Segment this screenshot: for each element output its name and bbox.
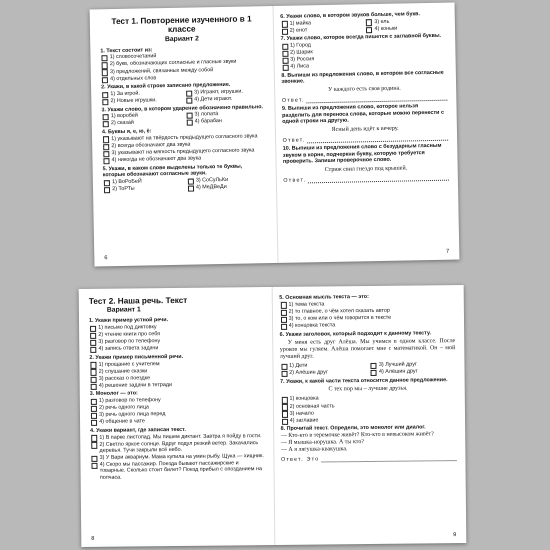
question-10: 10. Выпиши из предложения слово с безударным гласным звуком в корне, подчеркни букву, которую требуется проверить. Запиши проверочное слово. bbox=[282, 142, 442, 166]
page-7 bbox=[272, 3, 459, 263]
answer-option[interactable]: 3) Россия bbox=[282, 54, 447, 64]
answer-option[interactable]: 4) концовка текста bbox=[281, 321, 456, 330]
checkbox[interactable] bbox=[282, 58, 288, 64]
answer-option[interactable]: 1) письмо под диктовку bbox=[90, 323, 263, 332]
checkbox[interactable] bbox=[91, 369, 97, 375]
checkbox[interactable] bbox=[186, 120, 192, 126]
answer-option[interactable]: 1) За игрой. bbox=[102, 90, 181, 99]
answer-option[interactable]: 4) общение в чате bbox=[91, 417, 264, 426]
answer-option[interactable]: 4) Лиса bbox=[282, 61, 447, 71]
answer-option[interactable]: 1) Город bbox=[282, 40, 447, 50]
checkbox[interactable] bbox=[280, 316, 286, 322]
answer-option[interactable]: 4) отдельных слов bbox=[102, 73, 265, 83]
variant-label: Вариант 1 bbox=[106, 306, 141, 315]
test-title: Тест 1. Повторение изученного в 1 классе bbox=[111, 14, 252, 35]
question-5: 5. Укажи, в каком слове выделены только те буквы, которые обозначают согласные звуки. bbox=[102, 163, 243, 179]
checkbox[interactable] bbox=[281, 404, 287, 410]
question-8: 8. Прочитай текст. Определи, это монолог или диалог. bbox=[280, 424, 426, 433]
checkbox[interactable] bbox=[103, 144, 109, 150]
answer-option[interactable]: 4) Скоро мы пассажир. Поезда бывают пассажирские и товарные. Сколько стоит билет? Поезд прибыл с опозданием на полчаса. bbox=[91, 460, 264, 482]
answer-option[interactable]: 1) майка bbox=[281, 19, 361, 28]
answer-option[interactable]: 2) ТоРТы bbox=[104, 185, 183, 194]
answer-option[interactable]: 2) основная часть bbox=[281, 402, 456, 411]
question-1: 1. Укажи пример устной речи. bbox=[88, 317, 169, 325]
page-9 bbox=[271, 285, 466, 545]
question-6: 6. Укажи заголовок, который подходит к данному тексту. bbox=[279, 329, 431, 338]
answer-option[interactable]: 3) СоСуЛьКи bbox=[188, 176, 267, 185]
answer-option[interactable]: 3) У Вари аквариум. Мама купила на умин рыбу. Щука — хищник. bbox=[91, 453, 264, 462]
test-title: Тест 2. Наша речь. Текст bbox=[88, 295, 188, 306]
sample-sentence: Ясный день идёт к вечеру. bbox=[331, 125, 399, 133]
question-4: 4. Укажи вариант, где записан текст. bbox=[90, 426, 186, 434]
checkbox[interactable] bbox=[103, 137, 109, 143]
checkbox[interactable] bbox=[282, 65, 288, 71]
answer-option[interactable]: 4) заглавие bbox=[282, 416, 457, 425]
checkbox[interactable] bbox=[91, 455, 97, 461]
checkbox[interactable] bbox=[281, 411, 287, 417]
answer-option[interactable]: 3) Лучший друг bbox=[371, 361, 456, 369]
checkbox[interactable] bbox=[102, 77, 108, 83]
checkbox[interactable] bbox=[282, 418, 288, 424]
question-4: 4. Буквы я, е, ю, ё: bbox=[101, 128, 152, 136]
checkbox[interactable] bbox=[91, 420, 97, 426]
question-9: 9. Выпиши из предложения слово, которое нельзя разделить для переноса слова, которые можно перенести с одной строки на другую. bbox=[281, 103, 444, 126]
dialog-line: — А я лягушка-квакушка. bbox=[280, 446, 348, 453]
answer-line[interactable]: Ответ. bbox=[283, 135, 449, 145]
answer-option[interactable]: 2) всегда обозначают два звука bbox=[103, 140, 266, 150]
top-spread bbox=[90, 3, 460, 267]
checkbox[interactable] bbox=[102, 70, 108, 76]
checkbox[interactable] bbox=[103, 151, 109, 157]
page-number: 9 bbox=[453, 532, 457, 539]
question-1: 1. Текст состоит из: bbox=[100, 47, 153, 55]
bottom-spread bbox=[79, 285, 467, 547]
answer-option[interactable]: 2) то главное, о чём хотел сказать автор bbox=[280, 307, 455, 316]
checkbox[interactable] bbox=[102, 99, 108, 105]
checkbox[interactable] bbox=[91, 435, 97, 441]
page-6 bbox=[90, 6, 277, 266]
answer-option[interactable]: 4) решение задачи в тетради bbox=[91, 381, 264, 390]
checkbox[interactable] bbox=[91, 376, 97, 382]
answer-option[interactable]: 3) Играют, игрушки. bbox=[186, 88, 265, 97]
question-7: 7. Укажи, к какой части текста относится данное предложение. bbox=[280, 377, 448, 385]
answer-option[interactable]: 2) букв, обозначающих согласные и гласные звуки bbox=[102, 59, 265, 69]
answer-option[interactable]: 4) Дети играют. bbox=[186, 95, 265, 104]
page-number: 8 bbox=[91, 536, 95, 543]
question-5: 5. Основная мысль текста — это: bbox=[279, 293, 369, 301]
answer-option[interactable]: 2) слушание сказки bbox=[90, 367, 263, 376]
answer-option[interactable]: 4) запись ответа задачи bbox=[90, 344, 263, 353]
checkbox[interactable] bbox=[280, 309, 286, 315]
answer-option[interactable]: 4) Алёшин друг bbox=[371, 368, 456, 376]
answer-option[interactable]: 4) МеДВеДи bbox=[188, 183, 267, 192]
checkbox[interactable] bbox=[103, 158, 109, 164]
answer-option[interactable]: 1) концовка bbox=[281, 395, 456, 404]
answer-option[interactable]: 4) никогда не обозначают два звука bbox=[103, 154, 266, 164]
checkbox[interactable] bbox=[188, 185, 194, 191]
checkbox[interactable] bbox=[91, 406, 97, 412]
dialog-line: — Кто-кто в теремочке живёт? Кто-кто в невысоком живёт? bbox=[280, 431, 434, 439]
answer-option[interactable]: 2) Светло яркое солнце. Вдруг подул резкий ветер. Закачались деревья. Тучи закрыли всё небо. bbox=[91, 440, 264, 455]
checkbox[interactable] bbox=[90, 340, 96, 346]
answer-option[interactable]: 3) начало bbox=[281, 409, 456, 418]
answer-option[interactable]: 1) указывают на твёрдость предыдущего согласного звука bbox=[103, 133, 266, 143]
question-8: 8. Выпиши из предложения слово, в котором все согласные звонкие. bbox=[281, 69, 444, 86]
checkbox[interactable] bbox=[91, 399, 97, 405]
variant-label: Вариант 2 bbox=[164, 35, 199, 43]
page-number: 6 bbox=[104, 255, 108, 262]
checkbox[interactable] bbox=[104, 187, 110, 193]
answer-option[interactable]: 1) В парке листопад. Мы пишем диктант. Завтра я пойду в гости. bbox=[91, 433, 264, 442]
checkbox[interactable] bbox=[371, 370, 377, 376]
checkbox[interactable] bbox=[90, 333, 96, 339]
question-2: 2. Укажи, в какой строке записано предложение. bbox=[101, 82, 231, 91]
checkbox[interactable] bbox=[101, 55, 107, 61]
answer-option[interactable]: 2) Новые игрушки. bbox=[102, 97, 181, 106]
checkbox[interactable] bbox=[103, 121, 109, 127]
answer-option[interactable]: 1) ВоРоБеЙ bbox=[104, 177, 183, 186]
page-number: 7 bbox=[446, 249, 450, 256]
checkbox[interactable] bbox=[281, 324, 287, 330]
question-7: 7. Укажи слово, которое всегда пишется с заглавной буквы. bbox=[280, 33, 442, 43]
answer-option[interactable]: 3) указывают на мягкость предыдущего согласного звука bbox=[103, 147, 266, 157]
checkbox[interactable] bbox=[280, 302, 286, 308]
answer-option[interactable]: 3) предложений, связанных между собой bbox=[102, 66, 265, 76]
answer-option[interactable]: 2) чтение книги про себя bbox=[90, 330, 263, 339]
answer-option[interactable]: 2) речь одного лица bbox=[91, 403, 264, 412]
question-2: 2. Укажи пример письменной речи. bbox=[89, 353, 184, 361]
checkbox[interactable] bbox=[90, 347, 96, 353]
dialog-line: — Я мышка-норушка. А ты кто? bbox=[280, 438, 365, 446]
checkbox[interactable] bbox=[91, 442, 97, 448]
sample-sentence: Стриж свил гнездо под крышей. bbox=[324, 165, 408, 174]
answer-option[interactable]: 3) ель bbox=[366, 17, 446, 26]
answer-option[interactable]: 3) рассказ о поездке bbox=[91, 374, 264, 383]
answer-option[interactable]: 2) сказа́й bbox=[103, 119, 182, 128]
checkbox[interactable] bbox=[282, 51, 288, 57]
passage: У меня есть друг Алёша. Мы учимся в одном классе. После уроков мы гуляем. Алёша помогает мне с математикой. Он – мой лучший друг. bbox=[279, 338, 456, 361]
answer-option[interactable]: 1) воробе́й bbox=[103, 112, 182, 121]
page-8 bbox=[79, 287, 274, 547]
checkbox[interactable] bbox=[186, 97, 192, 103]
answer-option[interactable]: 3) разговор по телефону bbox=[90, 337, 263, 346]
answer-option[interactable]: 3) то, о ком или о чём говорится в тексте bbox=[280, 314, 455, 323]
checkbox[interactable] bbox=[281, 397, 287, 403]
answer-line[interactable]: Ответ. bbox=[282, 95, 448, 105]
answer-option[interactable]: 2) Шарик bbox=[282, 47, 447, 57]
checkbox[interactable] bbox=[90, 326, 96, 332]
checkbox[interactable] bbox=[91, 413, 97, 419]
answer-option[interactable]: 3) лопата́ bbox=[186, 110, 265, 119]
checkbox[interactable] bbox=[282, 44, 288, 50]
sample-sentence: У каждого есть своя родина. bbox=[328, 85, 401, 93]
answer-option[interactable]: 2) енот bbox=[281, 26, 361, 35]
answer-option[interactable]: 1) разговор по телефону bbox=[91, 396, 264, 405]
question-3: 3. Монолог — это: bbox=[89, 390, 138, 398]
checkbox[interactable] bbox=[91, 463, 97, 469]
checkbox[interactable] bbox=[281, 371, 287, 377]
answer-line[interactable]: Ответ. Это bbox=[281, 455, 457, 463]
answer-option[interactable]: 4) ба́рабан bbox=[186, 118, 265, 127]
checkbox[interactable] bbox=[102, 63, 108, 69]
answer-option[interactable]: 1) Дети bbox=[281, 362, 366, 370]
question-3: 3. Укажи слово, в котором ударение обозначено правильно. bbox=[101, 103, 264, 113]
answer-option[interactable]: 3) речь одного лица перед bbox=[91, 410, 264, 419]
answer-option[interactable]: 4) коньки bbox=[366, 24, 446, 33]
answer-option[interactable]: 2) Алёшин друг bbox=[281, 369, 366, 377]
checkbox[interactable] bbox=[90, 362, 96, 368]
answer-option[interactable]: 1) тема текста bbox=[280, 300, 455, 309]
checkbox[interactable] bbox=[366, 27, 372, 33]
answer-option[interactable]: 1) словосочетаний bbox=[101, 52, 264, 62]
question-6: 6. Укажи слово, в котором звуков больше, чем букв. bbox=[280, 11, 420, 20]
checkbox[interactable] bbox=[91, 383, 97, 389]
sample-sentence: С тех пор мы – лучшие друзья. bbox=[328, 386, 408, 393]
checkbox[interactable] bbox=[281, 28, 287, 34]
answer-line[interactable]: Ответ. bbox=[283, 175, 449, 185]
answer-option[interactable]: 1) прощание с учителем bbox=[90, 360, 263, 369]
